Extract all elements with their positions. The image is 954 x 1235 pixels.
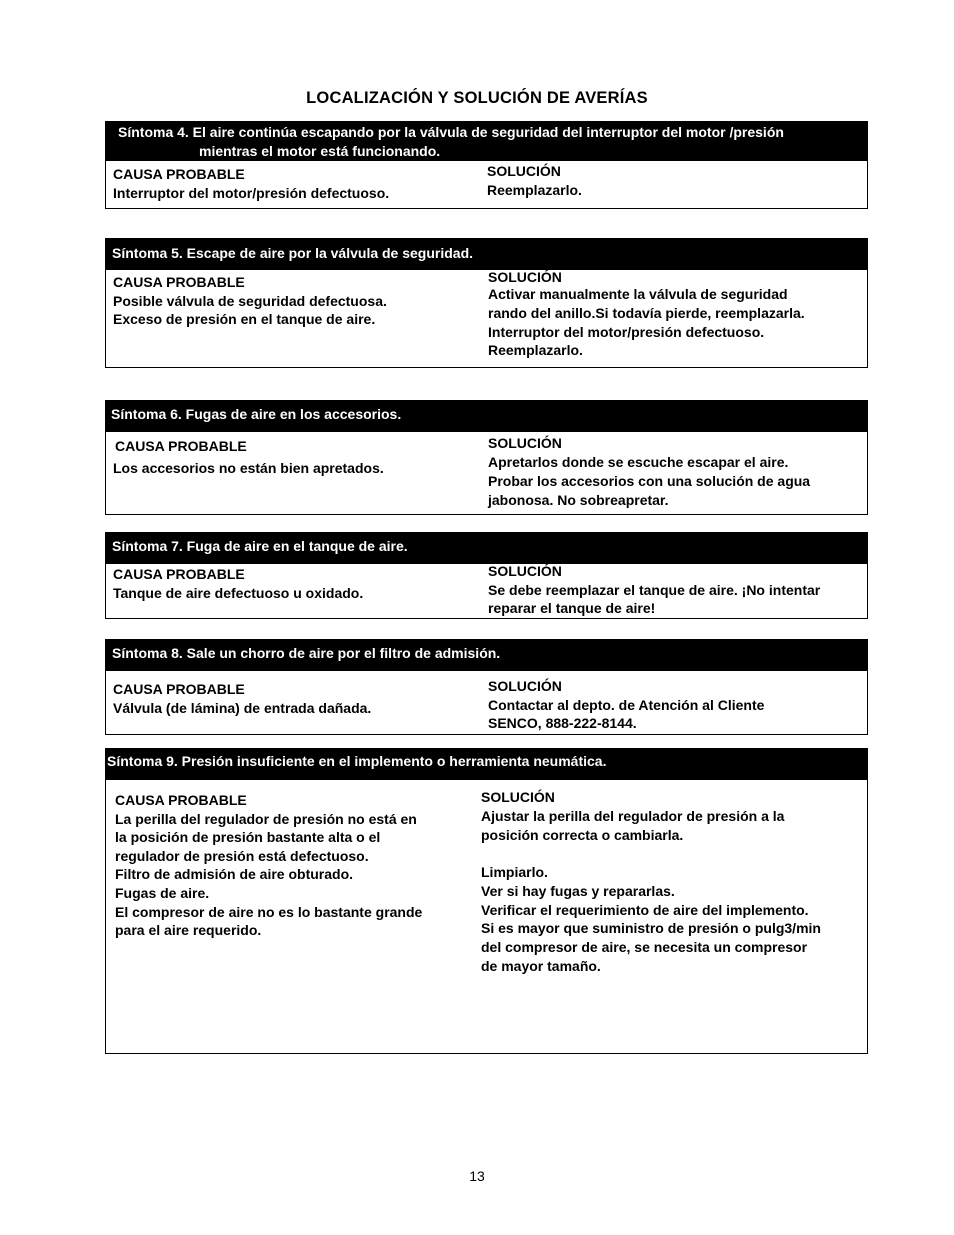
- solution-line: Reemplazarlo.: [487, 181, 582, 198]
- solution-line: Contactar al depto. de Atención al Cliente: [488, 696, 765, 713]
- symptom-4-header: [106, 122, 867, 161]
- cause-line: Exceso de presión en el tanque de aire.: [113, 311, 376, 328]
- symptom-5-header-line-1: Síntoma 5. Escape de aire por la válvula de seguridad.: [112, 245, 474, 261]
- symptom-8-solution: [488, 677, 764, 733]
- page-title: LOCALIZACIÓN Y SOLUCIÓN DE AVERÍAS: [306, 89, 648, 107]
- symptom-4-solution: [487, 162, 582, 199]
- symptom-8-cause: [113, 680, 371, 717]
- symptom-6-cause: [115, 435, 384, 479]
- cause-label: CAUSA PROBABLE: [113, 566, 245, 582]
- symptom-8-header: [106, 640, 867, 671]
- solution-label: SOLUCIÓN: [488, 269, 562, 285]
- symptom-7-box: [105, 532, 868, 619]
- cause-line: para el aire requerido.: [115, 922, 262, 939]
- solution-line: de mayor tamaño.: [481, 957, 601, 974]
- solution-line: posición correcta o cambiarla.: [481, 826, 684, 843]
- solution-line: del compresor de aire, se necesita un compresor: [481, 939, 808, 956]
- cause-line: Filtro de admisión de aire obturado.: [115, 866, 354, 883]
- symptom-6-header-line-1: Síntoma 6. Fugas de aire en los accesorios.: [111, 406, 402, 422]
- solution-line: Verificar el requerimiento de aire del implemento.: [481, 901, 809, 918]
- cause-line: Válvula (de lámina) de entrada dañada.: [113, 699, 372, 716]
- solution-line: Reemplazarlo.: [488, 342, 583, 359]
- cause-label: CAUSA PROBABLE: [115, 792, 247, 808]
- symptom-4-cause: [113, 165, 389, 202]
- solution-line: Limpiarlo.: [481, 863, 548, 880]
- solution-label: SOLUCIÓN: [488, 678, 562, 694]
- symptom-5-header: [106, 239, 867, 270]
- symptom-9-cause: [115, 791, 422, 940]
- solution-line: rando del anillo.Si todavía pierde, reemplazarla.: [488, 304, 805, 321]
- page-number: 13: [469, 1168, 485, 1184]
- symptom-9-header: [106, 749, 867, 780]
- solution-label: SOLUCIÓN: [487, 163, 561, 179]
- solution-line: Ver si hay fugas y repararlas.: [481, 882, 675, 899]
- cause-line: Tanque de aire defectuoso u oxidado.: [113, 584, 364, 601]
- cause-line: Posible válvula de seguridad defectuosa.: [113, 292, 387, 309]
- solution-line: Se debe reemplazar el tanque de aire. ¡No intentar: [488, 581, 821, 598]
- solution-line: Interruptor del motor/presión defectuoso.: [488, 323, 765, 340]
- solution-line: SENCO, 888-222-8144.: [488, 715, 637, 732]
- solution-line: jabonosa. No sobreapretar.: [488, 492, 669, 508]
- solution-line: Probar los accesorios con una solución de agua: [488, 473, 811, 489]
- solution-spacer: [481, 844, 821, 863]
- cause-line: Los accesorios no están bien apretados.: [113, 460, 384, 476]
- symptom-9-box: [105, 748, 868, 1054]
- cause-label: CAUSA PROBABLE: [113, 274, 245, 290]
- symptom-9-header-line-1: Síntoma 9. Presión insuficiente en el implemento o herramienta neumática.: [107, 753, 607, 769]
- symptom-8-box: [105, 639, 868, 735]
- cause-line: la posición de presión bastante alta o el: [115, 829, 381, 846]
- solution-line: Ajustar la perilla del regulador de presión a la: [481, 807, 785, 824]
- cause-label: CAUSA PROBABLE: [113, 681, 245, 697]
- symptom-4-header-line-2: mientras el motor está funcionando.: [199, 143, 441, 159]
- cause-line: La perilla del regulador de presión no está en: [115, 810, 417, 827]
- symptom-6-header: [106, 401, 867, 432]
- cause-label: CAUSA PROBABLE: [115, 438, 247, 454]
- solution-line: Apretarlos donde se escuche escapar el aire.: [488, 454, 789, 470]
- symptom-7-cause: [113, 565, 363, 602]
- cause-line: regulador de presión está defectuoso.: [115, 847, 369, 864]
- symptom-7-header: [106, 533, 867, 564]
- cause-label: CAUSA PROBABLE: [113, 166, 245, 182]
- symptom-7-header-line-1: Síntoma 7. Fuga de aire en el tanque de aire.: [112, 538, 408, 554]
- symptom-7-solution: [488, 562, 820, 618]
- symptom-6-solution: [488, 434, 810, 510]
- symptom-5-cause: [113, 273, 387, 329]
- solution-line: Activar manualmente la válvula de seguridad: [488, 286, 788, 302]
- symptom-5-box: [105, 238, 868, 368]
- symptom-4-box: [105, 121, 868, 209]
- cause-line: Fugas de aire.: [115, 884, 210, 901]
- symptom-4-header-line-1: Síntoma 4. El aire continúa escapando por la válvula de seguridad del interruptor del motor /presión: [118, 124, 784, 140]
- solution-label: SOLUCIÓN: [488, 435, 562, 451]
- symptom-6-box: [105, 400, 868, 515]
- solution-line: reparar el tanque de aire!: [488, 600, 656, 617]
- solution-line: Si es mayor que suministro de presión o pulg3/min: [481, 920, 821, 937]
- cause-line: El compresor de aire no es lo bastante grande: [115, 903, 423, 920]
- solution-label: SOLUCIÓN: [481, 789, 555, 805]
- solution-label: SOLUCIÓN: [488, 563, 562, 579]
- symptom-5-solution: [488, 270, 805, 360]
- symptom-9-solution: [481, 788, 821, 976]
- symptom-8-header-line-1: Síntoma 8. Sale un chorro de aire por el filtro de admisión.: [112, 645, 501, 661]
- cause-line: Interruptor del motor/presión defectuoso.: [113, 184, 390, 201]
